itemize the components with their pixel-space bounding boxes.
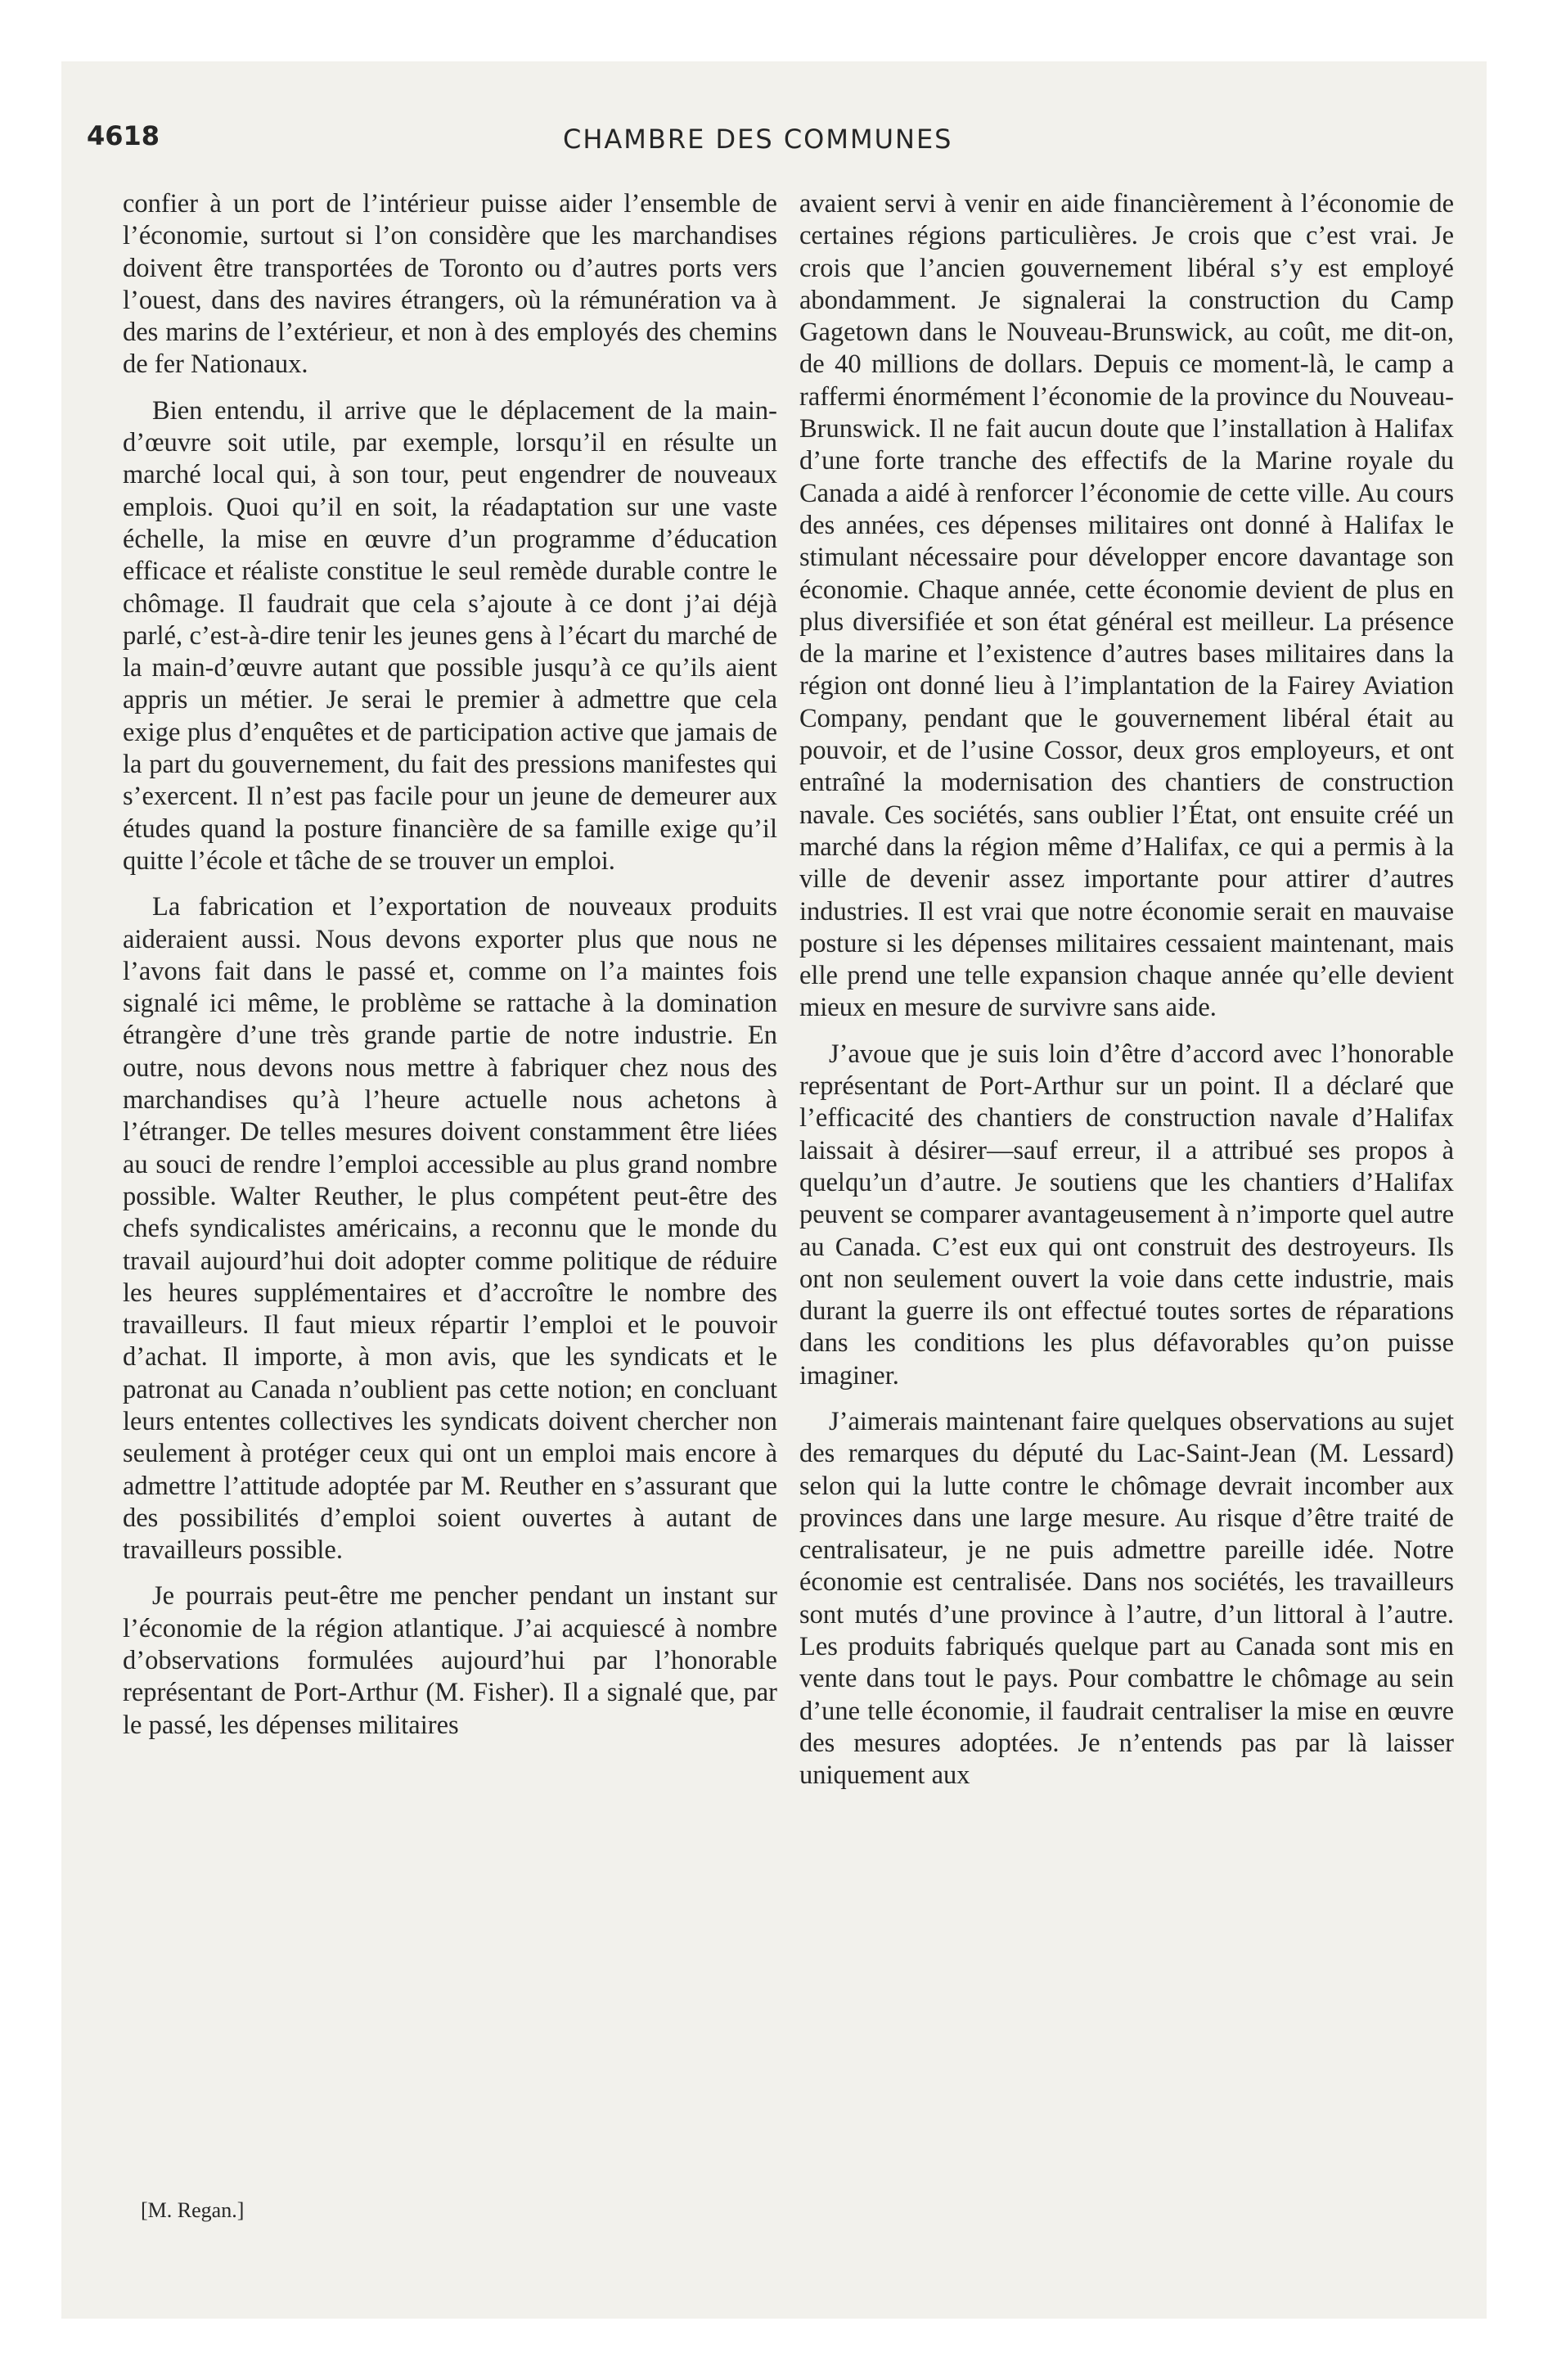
page-number: 4618 xyxy=(87,120,160,151)
paragraph: Bien entendu, il arrive que le déplacement de la main-d’œuvre soit utile, par exemple, lorsqu’il en résulte un marché local qui, à son tour, peut engendrer de nouveaux emplois. Quoi qu’il en soit, la réadaptation sur une vaste échelle, la mise en œuvre d’un programme d’éducation efficace et réaliste constitue le seul remède durable contre le chômage. Il faudrait que cela s’ajoute à ce dont j’ai déjà parlé, c’est-à-dire tenir les jeunes gens à l’écart du marché de la main-d’œuvre autant que possible jusqu’à ce qu’ils aient appris un métier. Je serai le premier à admettre que cela exige plus d’enquêtes et de participation active que jamais de la part du gouvernement, du fait des pressions manifestes qui s’exercent. Il n’est pas facile pour un jeune de demeurer aux études quand la posture financière de sa famille exige qu’il quitte l’école et tâche de se trouver un emploi. xyxy=(123,395,777,876)
left-column xyxy=(123,188,777,1742)
paragraph: La fabrication et l’exportation de nouveaux produits aideraient aussi. Nous devons exporter plus que nous ne l’avons fait dans le passé et, comme on l’a maintes fois signalé ici même, le problème se rattache à la domination étrangère d’une très grande partie de notre industrie. En outre, nous devons nous mettre à fabriquer chez nous des marchandises qu’à l’heure actuelle nous achetons à l’étranger. De telles mesures doivent constamment être liées au souci de rendre l’emploi accessible au plus grand nombre possible. Walter Reuther, le plus compétent peut-être des chefs syndicalistes américains, a reconnu que le monde du travail aujourd’hui doit adopter comme politique de réduire les heures supplémentaires et d’accroître le nombre des travailleurs. Il faut mieux répartir l’emploi et le pouvoir d’achat. Il importe, à mon avis, que les syndicats et le patronat au Canada n’oublient pas cette notion; en concluant leurs ententes collectives les syndicats doivent chercher non seulement à protéger ceux qui ont un emploi mais encore à admettre l’attitude adoptée par M. Reuther en s’assurant que des possibilités d’emploi soient ouvertes à autant de travailleurs possible. xyxy=(123,892,777,1566)
paragraph: confier à un port de l’intérieur puisse aider l’ensemble de l’économie, surtout si l’on considère que les marchandises doivent être transportées de Toronto ou d’autres ports vers l’ouest, dans des navires étrangers, où la rémunération va à des marins de l’extérieur, et non à des employés des chemins de fer Nationaux. xyxy=(123,189,777,380)
right-column xyxy=(799,188,1454,1792)
running-title: CHAMBRE DES COMMUNES xyxy=(563,124,953,155)
paragraph: avaient servi à venir en aide financièrement à l’économie de certaines régions particulières. Je crois que c’est vrai. Je crois que l’ancien gouvernement libéral s’y est employé abondamment. Je signalerai la construction du Camp Gagetown dans le Nouveau-Brunswick, au coût, me dit-on, de 40 millions de dollars. Depuis ce moment-là, le camp a raffermi énormément l’économie de la province du Nouveau-Brunswick. Il ne fait aucun doute que l’installation à Halifax d’une forte tranche des effectifs de la Marine royale du Canada a aidé à renforcer l’économie de cette ville. Au cours des années, ces dépenses militaires ont donné à Halifax le stimulant nécessaire pour développer encore davantage son économie. Chaque année, cette économie devient de plus en plus diversifiée et son état général est meilleur. La présence de la marine et l’existence d’autres bases militaires dans la région ont donné lieu à l’implantation de la Fairey Aviation Company, pendant que le gouvernement libéral était au pouvoir, et de l’usine Cossor, deux gros employeurs, et ont entraîné la modernisation des chantiers de construction navale. Ces sociétés, sans oublier l’État, ont ensuite créé un marché dans la région même d’Halifax, ce qui a permis à la ville de devenir assez importante pour attirer d’autres industries. Il est vrai que notre économie serait en mauvaise posture si les dépenses militaires cessaient maintenant, mais elle prend une telle expansion chaque année qu’elle devient mieux en mesure de survivre sans aide. xyxy=(799,189,1454,1023)
paragraph: Je pourrais peut-être me pencher pendant un instant sur l’économie de la région atlantique. J’ai acquiescé à nombre d’observations formulées aujourd’hui par l’honorable représentant de Port-Arthur (M. Fisher). Il a signalé que, par le passé, les dépenses militaires xyxy=(123,1581,777,1740)
paragraph: J’aimerais maintenant faire quelques observations au sujet des remarques du député du Lac-Saint-Jean (M. Lessard) selon qui la lutte contre le chômage devrait incomber aux provinces dans une large mesure. Au risque d’être traité de centralisateur, je ne puis admettre pareille idée. Notre économie est centralisée. Dans nos sociétés, les travailleurs sont mutés d’une province à l’autre, d’un littoral à l’autre. Les produits fabriqués quelque part au Canada sont mis en vente dans tout le pays. Pour combattre le chômage au sein d’une telle économie, il faudrait centraliser la mise en œuvre des mesures adoptées. Je n’entends pas par là laisser uniquement aux xyxy=(799,1406,1454,1791)
speaker-tag: [M. Regan.] xyxy=(141,2198,245,2222)
paragraph: J’avoue que je suis loin d’être d’accord avec l’honorable représentant de Port-Arthur sur un point. Il a déclaré que l’efficacité des chantiers de construction navale d’Halifax laissait à désirer—sauf erreur, il a attribué ses propos à quelqu’un d’autre. Je soutiens que les chantiers d’Halifax peuvent se comparer avantageusement à n’importe quel autre au Canada. C’est eux qui ont construit des destroyeurs. Ils ont non seulement ouvert la voie dans cette industrie, mais durant la guerre ils ont effectué toutes sortes de réparations dans les conditions les plus défavorables qu’on puisse imaginer. xyxy=(799,1039,1454,1391)
